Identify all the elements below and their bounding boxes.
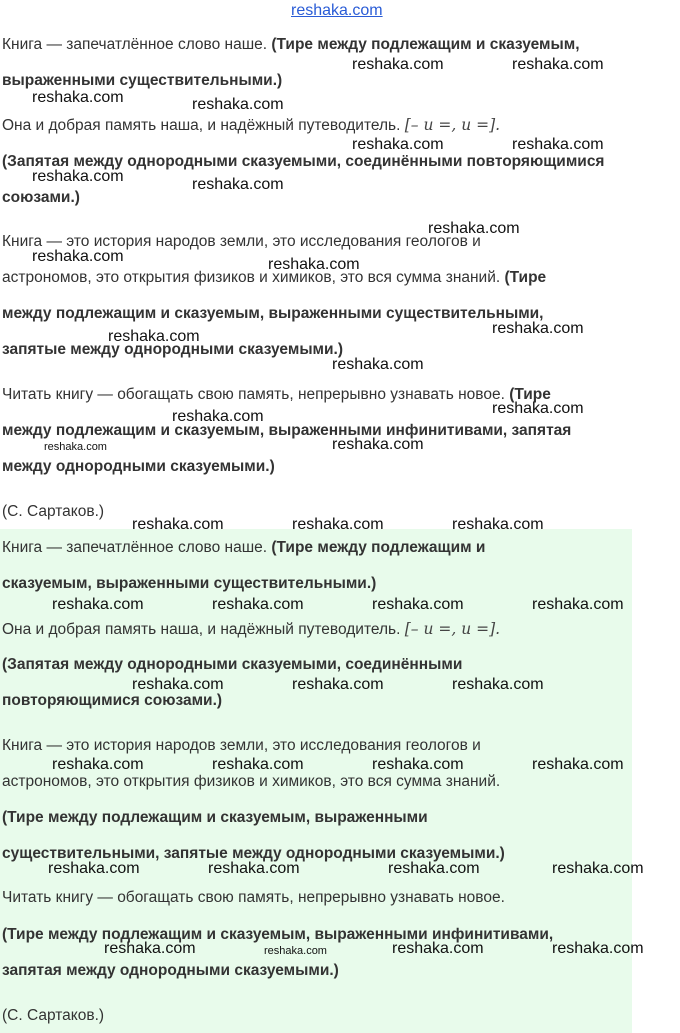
s3-line-1: Книга — это история народов земли, это исследования геологов и	[2, 737, 481, 754]
watermark: reshaka.com	[32, 89, 124, 106]
watermark: reshaka.com	[552, 860, 644, 877]
watermark: reshaka.com	[352, 56, 444, 73]
s4-note-a: (Тире между подлежащим и сказуемым, выраженными инфинитивами,	[2, 926, 554, 943]
watermark: reshaka.com	[212, 756, 304, 773]
s3-line-2: астрономов, это открытия физиков и химиков, это вся сумма знаний.	[2, 773, 501, 790]
watermark: reshaka.com	[452, 516, 544, 533]
s2-note: (Запятая между однородными сказуемыми, соединёнными повторяющимися	[2, 153, 605, 170]
s3-note-b: существительными, запятые между однородными сказуемыми.)	[2, 845, 505, 862]
watermark: reshaka.com	[352, 136, 444, 153]
s2-note: (Запятая между однородными сказуемыми, соединёнными	[2, 656, 463, 673]
watermark: reshaka.com	[48, 860, 140, 877]
watermark: reshaka.com	[512, 136, 604, 153]
s4-note-b: запятая между однородными сказуемыми.)	[2, 962, 339, 979]
watermark: reshaka.com	[292, 676, 384, 693]
watermark: reshaka.com	[332, 436, 424, 453]
watermark: reshaka.com	[532, 756, 624, 773]
watermark: reshaka.com	[108, 328, 200, 345]
watermark: reshaka.com	[392, 940, 484, 957]
watermark: reshaka.com	[428, 220, 520, 237]
watermark: reshaka.com	[292, 516, 384, 533]
s3-line-1: Книга — это история народов земли, это исследования геологов и	[2, 233, 481, 250]
s2-line	[2, 116, 500, 135]
s3-note-a: (Тире между подлежащим и сказуемым, выраженными	[2, 809, 428, 826]
watermark: reshaka.com	[208, 860, 300, 877]
s2-text: Она и добрая память наша, и надёжный путеводитель.	[2, 117, 405, 134]
s3-note-b: между подлежащим и сказуемым, выраженными существительными,	[2, 305, 544, 322]
s4-line: Читать книгу — обогащать свою память, непрерывно узнавать новое.	[2, 889, 505, 906]
watermark: reshaka.com	[332, 356, 424, 373]
site-link[interactable]: reshaka.com	[291, 2, 383, 19]
watermark: reshaka.com	[492, 320, 584, 337]
s2-formula: [– и =, и =].	[404, 620, 501, 638]
s1-text: Книга — запечатлённое слово наше.	[2, 36, 272, 53]
s1-text: Книга — запечатлённое слово наше.	[2, 539, 272, 556]
s2-line	[2, 620, 500, 639]
s1-line	[2, 539, 485, 557]
s3-note-c: запятые между однородными сказуемыми.)	[2, 341, 344, 358]
s4-text: Читать книгу — обогащать свою память, непрерывно узнавать новое.	[2, 386, 510, 403]
watermark: reshaka.com	[192, 96, 284, 113]
watermark: reshaka.com	[452, 676, 544, 693]
watermark: reshaka.com	[212, 596, 304, 613]
author: (С. Сартаков.)	[2, 1007, 105, 1024]
s2-note-cont: повторяющимися союзами.)	[2, 692, 223, 709]
watermark: reshaka.com	[32, 168, 124, 185]
watermark: reshaka.com	[44, 441, 107, 453]
s1-note: (Тире между подлежащим и	[271, 539, 486, 556]
s1-note-cont: сказуемым, выраженными существительными.)	[2, 575, 377, 592]
s4-note-c: между однородными сказуемыми.)	[2, 458, 275, 475]
watermark: reshaka.com	[492, 400, 584, 417]
watermark: reshaka.com	[104, 940, 196, 957]
watermark: reshaka.com	[264, 945, 327, 957]
watermark: reshaka.com	[132, 516, 224, 533]
s4-note-b: между подлежащим и сказуемым, выраженными инфинитивами, запятая	[2, 422, 572, 439]
watermark: reshaka.com	[388, 860, 480, 877]
s4-note-start: (Тире	[509, 386, 551, 403]
s2-text: Она и добрая память наша, и надёжный путеводитель.	[2, 621, 405, 638]
watermark: reshaka.com	[372, 756, 464, 773]
watermark: reshaka.com	[192, 176, 284, 193]
s2-formula: [– и =, и =].	[404, 116, 501, 134]
s3-note-start: (Тире	[504, 269, 547, 286]
author: (С. Сартаков.)	[2, 503, 105, 520]
s4-line	[2, 386, 551, 404]
s1-note: (Тире между подлежащим и сказуемым,	[271, 36, 580, 53]
s2-note-cont: союзами.)	[2, 189, 80, 206]
watermark: reshaka.com	[268, 256, 360, 273]
watermark: reshaka.com	[172, 408, 264, 425]
watermark: reshaka.com	[52, 756, 144, 773]
watermark: reshaka.com	[532, 596, 624, 613]
watermark: reshaka.com	[552, 940, 644, 957]
s3-text: астрономов, это открытия физиков и химиков, это вся сумма знаний.	[2, 269, 505, 286]
watermark: reshaka.com	[52, 596, 144, 613]
s1-line	[2, 36, 580, 54]
watermark: reshaka.com	[132, 676, 224, 693]
watermark: reshaka.com	[372, 596, 464, 613]
watermark: reshaka.com	[32, 248, 124, 265]
s1-note-cont: выраженными существительными.)	[2, 72, 283, 89]
watermark: reshaka.com	[512, 56, 604, 73]
